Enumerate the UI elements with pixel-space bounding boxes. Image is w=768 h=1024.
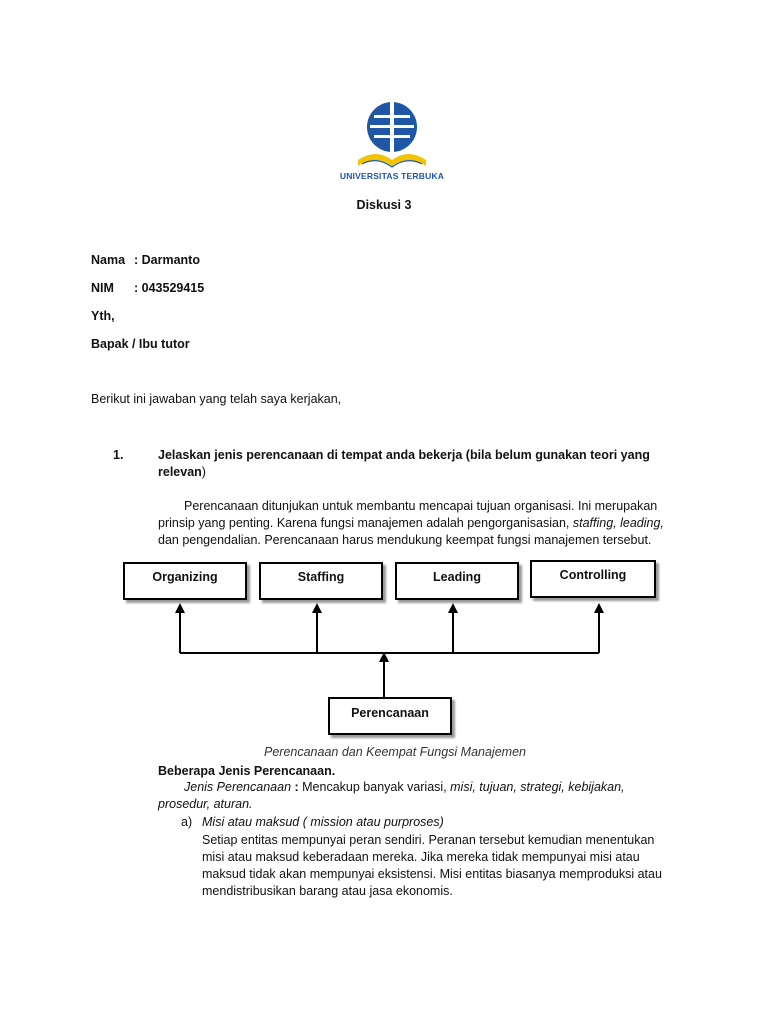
page-title: Diskusi 3 (356, 198, 412, 212)
intro-text: Berikut ini jawaban yang telah saya kerjakan, (91, 392, 342, 406)
item-a-body-line-2: misi atau maksud keberadaan mereka. Jika mereka tidak mempunyai misi atau (202, 850, 640, 864)
staffing-box: Staffing (259, 562, 383, 600)
answer-line-2-italic: staffing, leading, (572, 516, 664, 530)
controlling-box: Controlling (530, 560, 656, 598)
question-number: 1. (113, 448, 124, 462)
perencanaan-box: Perencanaan (328, 697, 452, 735)
types-colon: : (291, 780, 303, 794)
nim-value: : 043529415 (134, 281, 205, 295)
item-a-body-line-3: maksud tidak akan mempunyai eksistensi. Misi entitas biasanya memproduksi atau (202, 867, 662, 881)
organizing-box: Organizing (123, 562, 247, 600)
answer-line-3: dan pengendalian. Perencanaan harus mendukung keempat fungsi manajemen tersebut. (158, 533, 652, 547)
question-line-1: Jelaskan jenis perencanaan di tempat anda bekerja (bila belum gunakan teori yang (158, 448, 650, 462)
answer-line-1: Perencanaan ditunjukan untuk membantu mencapai tujuan organisasi. Ini merupakan (184, 499, 658, 513)
answer-line-2 (158, 515, 664, 532)
diagram-caption: Perencanaan dan Keempat Fungsi Manajemen (264, 745, 526, 759)
types-heading: Beberapa Jenis Perencanaan. (158, 764, 336, 778)
question-line-2-tail: ) (201, 465, 206, 479)
logo-text: UNIVERSITAS TERBUKA (339, 171, 445, 181)
types-definition-line-1 (184, 779, 625, 796)
item-a-marker: a) (181, 815, 193, 829)
addressee: Bapak / Ibu tutor (91, 337, 190, 351)
item-a-title: Misi atau maksud ( mission atau purproses) (202, 815, 444, 829)
answer-line-2-text: prinsip yang penting. Karena fungsi manajemen adalah pengorganisasian, (158, 516, 573, 530)
question-line-2-bold: relevan (158, 465, 202, 479)
types-label: Jenis Perencanaan (184, 780, 292, 794)
types-desc: Mencakup banyak variasi, (302, 780, 451, 794)
name-label: Nama (91, 253, 126, 267)
item-a-body-line-1: Setiap entitas mempunyai peran sendiri. Peranan tersebut kemudian menentukan (202, 833, 655, 847)
types-definition-line-2: prosedur, aturan. (158, 797, 253, 811)
leading-box: Leading (395, 562, 519, 600)
name-value: : Darmanto (134, 253, 200, 267)
types-desc-italic: misi, tujuan, strategi, kebijakan, (450, 780, 625, 794)
question-line-2 (158, 464, 206, 481)
salutation: Yth, (91, 309, 115, 323)
nim-label: NIM (91, 281, 114, 295)
item-a-body-line-4: mendistribusikan barang atau jasa ekonomis. (202, 884, 453, 898)
